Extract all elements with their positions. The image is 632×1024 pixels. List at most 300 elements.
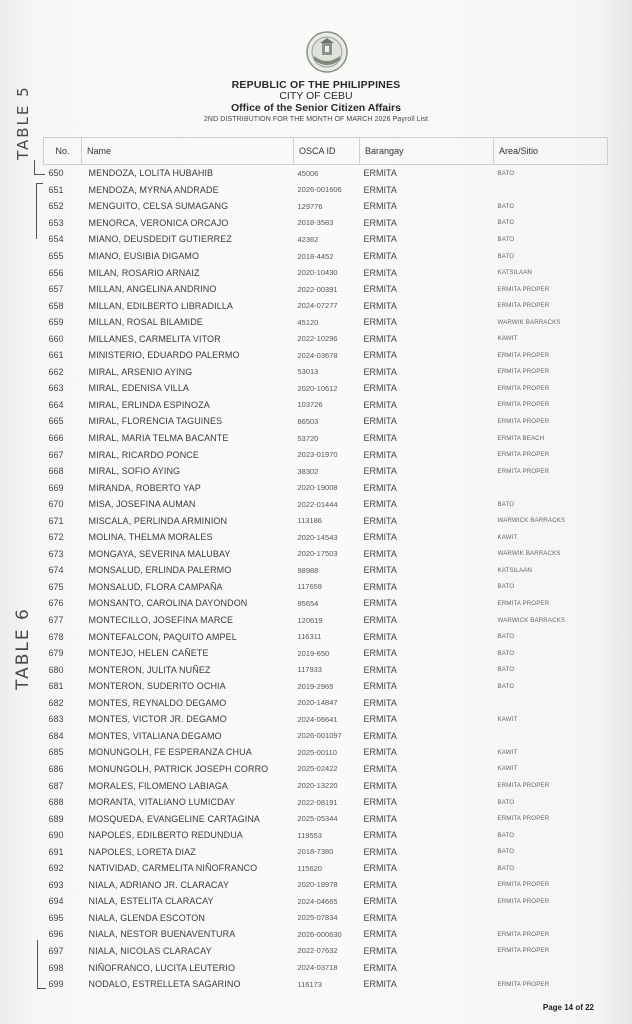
row-number-cell: 650 [48, 168, 64, 179]
senior-name-cell: MIRAL, RICARDO PONCE [88, 449, 200, 460]
barangay-cell: ERMITA [363, 399, 397, 410]
table-row [44, 546, 608, 563]
area-sitio-cell: ERMITA PROPER [497, 417, 550, 425]
area-sitio-cell: ERMITA PROPER [497, 368, 550, 376]
table-row [44, 959, 608, 976]
area-sitio-cell: BATO [497, 219, 515, 227]
table-row [44, 711, 608, 728]
table-row [44, 364, 608, 381]
table-row [44, 579, 608, 596]
senior-name-cell: MILLAN, ANGELINA ANDRINO [88, 284, 217, 295]
senior-name-cell: MONSANTO, CAROLINA DAYONDON [88, 598, 248, 609]
area-sitio-cell: KAWIT [497, 533, 518, 541]
area-sitio-cell: BATO [497, 169, 515, 177]
barangay-cell: ERMITA [363, 912, 397, 923]
osca-id-cell: 2024-03678 [297, 350, 338, 360]
table-row [44, 728, 608, 745]
row-number-cell: 690 [48, 830, 64, 841]
row-number-cell: 654 [48, 234, 64, 245]
table-row [44, 479, 608, 496]
barangay-cell: ERMITA [363, 747, 397, 758]
senior-name-cell: MISA, JOSEFINA AUMAN [88, 499, 196, 510]
table-row [44, 347, 608, 364]
barangay-cell: ERMITA [363, 333, 397, 344]
handwritten-table-6: TABLE 6 [13, 607, 33, 690]
row-number-cell: 668 [48, 466, 64, 477]
osca-id-cell: 2024-03718 [297, 963, 338, 973]
row-number-cell: 659 [48, 317, 64, 328]
table-row [44, 695, 608, 712]
table-row [44, 182, 608, 199]
row-number-cell: 675 [48, 581, 64, 592]
table-row [44, 976, 608, 993]
senior-name-cell: MIRAL, EDENISA VILLA [88, 383, 190, 394]
table-row [44, 165, 608, 182]
barangay-cell: ERMITA [363, 433, 397, 444]
table-row [44, 264, 608, 281]
senior-name-cell: MENGUITO, CELSA SUMAGANG [88, 201, 229, 212]
barangay-cell: ERMITA [363, 929, 397, 940]
barangay-cell: ERMITA [363, 664, 397, 675]
payroll-table [43, 137, 608, 992]
senior-name-cell: NAPOLES, LORETA DIAZ [88, 846, 196, 857]
barangay-cell: ERMITA [363, 548, 397, 559]
row-number-cell: 674 [48, 565, 64, 576]
senior-name-cell: MILAN, ROSARIO ARNAIZ [88, 267, 200, 278]
senior-name-cell: MONTERON, SUDERITO OCHIA [88, 681, 226, 692]
senior-name-cell: MONTES, VITALIANA DEGAMO [88, 730, 222, 741]
barangay-cell: ERMITA [363, 945, 397, 956]
area-sitio-cell: BATO [497, 500, 515, 508]
area-sitio-cell: KATSILAAN [497, 269, 532, 277]
osca-id-cell: 2026-000630 [297, 929, 342, 939]
barangay-cell: ERMITA [363, 466, 397, 477]
barangay-cell: ERMITA [363, 565, 397, 576]
osca-id-cell: 53720 [297, 433, 319, 443]
area-sitio-cell: ERMITA PROPER [497, 815, 550, 823]
table-row [44, 612, 608, 629]
osca-id-cell: 2022-10296 [297, 334, 338, 344]
table-body [44, 165, 608, 993]
osca-id-cell: 95654 [297, 598, 319, 608]
table-row [44, 430, 608, 447]
osca-id-cell: 45006 [297, 168, 319, 178]
barangay-cell: ERMITA [363, 979, 397, 990]
column-header-name: Name [82, 138, 294, 165]
row-number-cell: 692 [48, 863, 64, 874]
row-number-cell: 663 [48, 383, 64, 394]
osca-id-cell: 2020-17503 [297, 549, 338, 559]
osca-id-cell: 2020-14847 [297, 698, 338, 708]
osca-id-cell: 2022-07632 [297, 946, 338, 956]
osca-id-cell: 116311 [297, 632, 322, 642]
barangay-cell: ERMITA [363, 515, 397, 526]
header-city: CITY OF CEBU [279, 90, 353, 102]
osca-id-cell: 2019-2965 [297, 681, 334, 691]
area-sitio-cell: ERMITA PROPER [497, 980, 550, 988]
row-number-cell: 680 [48, 664, 64, 675]
senior-name-cell: MILLANES, CARMELITA VITOR [88, 333, 221, 344]
table-row [44, 231, 608, 248]
osca-id-cell: 113186 [297, 516, 322, 526]
senior-name-cell: NIÑOFRANCO, LUCITA LEUTERIO [88, 962, 236, 973]
area-sitio-cell: BATO [497, 666, 515, 674]
osca-id-cell: 119553 [297, 830, 322, 840]
table-row [44, 761, 608, 778]
osca-id-cell: 2022-08191 [297, 797, 338, 807]
table-row [44, 314, 608, 331]
area-sitio-cell: ERMITA PROPER [497, 401, 550, 409]
table-row [44, 827, 608, 844]
table-row [44, 893, 608, 910]
table-row [44, 198, 608, 215]
table-row [44, 595, 608, 612]
row-number-cell: 656 [48, 267, 64, 278]
area-sitio-cell: BATO [497, 798, 515, 806]
row-number-cell: 658 [48, 300, 64, 311]
area-sitio-cell [494, 728, 608, 745]
barangay-cell: ERMITA [363, 201, 397, 212]
row-number-cell: 685 [48, 747, 64, 758]
area-sitio-cell: ERMITA PROPER [497, 881, 550, 889]
area-sitio-cell: KAWIT [497, 765, 518, 773]
area-sitio-cell: ERMITA PROPER [497, 467, 550, 475]
osca-id-cell: 2020-18978 [297, 880, 338, 890]
table-row [44, 397, 608, 414]
osca-id-cell: 2018-7380 [297, 847, 334, 857]
row-number-cell: 693 [48, 879, 64, 890]
table-row [44, 661, 608, 678]
table-row [44, 380, 608, 397]
senior-name-cell: MIANO, DEUSDEDIT GUTIERREZ [88, 234, 232, 245]
row-number-cell: 698 [48, 962, 64, 973]
barangay-cell: ERMITA [363, 962, 397, 973]
table-row [44, 810, 608, 827]
osca-id-cell: 38302 [297, 466, 319, 476]
barangay-cell: ERMITA [363, 251, 397, 261]
table-row [44, 248, 608, 265]
row-number-cell: 689 [48, 813, 64, 824]
senior-name-cell: MILLAN, EDILBERTO LIBRADILLA [88, 300, 234, 311]
row-number-cell: 684 [48, 730, 64, 741]
row-number-cell: 695 [48, 912, 64, 923]
osca-id-cell: 2025-02422 [297, 764, 338, 774]
area-sitio-cell: BATO [497, 583, 515, 591]
barangay-cell: ERMITA [363, 499, 397, 510]
osca-id-cell: 2020-10430 [297, 268, 338, 278]
row-number-cell: 669 [48, 482, 64, 493]
column-header-no: No. [44, 138, 82, 165]
osca-id-cell: 2024-07277 [297, 301, 338, 311]
table-row [44, 943, 608, 960]
area-sitio-cell: BATO [497, 633, 515, 641]
table-row [44, 297, 608, 314]
osca-id-cell: 2024-06641 [297, 714, 338, 724]
row-number-cell: 679 [48, 648, 64, 659]
senior-name-cell: MENORCA, VERONICA ORCAJO [88, 217, 229, 228]
area-sitio-cell [494, 479, 608, 496]
osca-id-cell: 2025-00110 [297, 747, 337, 757]
senior-name-cell: MORANTA, VITALIANO LUMICDAY [88, 797, 236, 808]
row-number-cell: 673 [48, 548, 64, 559]
osca-id-cell: 129776 [297, 201, 323, 211]
barangay-cell: ERMITA [363, 300, 397, 311]
table-row [44, 512, 608, 529]
column-header-osca-id: OSCA ID [294, 138, 360, 165]
table-row [44, 496, 608, 513]
handwritten-bracket [36, 183, 43, 239]
row-number-cell: 666 [48, 433, 64, 444]
area-sitio-cell: ERMITA PROPER [497, 897, 550, 905]
row-number-cell: 677 [48, 615, 64, 626]
senior-name-cell: MILLAN, ROSAL BILAMIDE [88, 317, 203, 328]
barangay-cell: ERMITA [363, 482, 397, 493]
handwritten-table-5: TABLE 5 [14, 85, 32, 160]
barangay-cell: ERMITA [363, 532, 397, 543]
area-sitio-cell: KATSILAAN [497, 566, 532, 574]
senior-name-cell: NIALA, ESTELITA CLARACAY [88, 896, 214, 907]
area-sitio-cell: BATO [497, 202, 515, 210]
row-number-cell: 683 [48, 714, 64, 725]
osca-id-cell: 2022-00391 [297, 284, 338, 294]
senior-name-cell: MONSALUD, ERLINDA PALERMO [88, 565, 232, 576]
barangay-cell: ERMITA [363, 168, 397, 179]
area-sitio-cell: WARWICK BARRACKS [497, 517, 566, 525]
barangay-cell: ERMITA [363, 383, 397, 394]
senior-name-cell: MIANO, EUSIBIA DIGAMO [88, 251, 200, 261]
row-number-cell: 686 [48, 763, 64, 774]
osca-id-cell: 2026-001606 [297, 185, 342, 195]
osca-id-cell: 45120 [297, 317, 319, 327]
osca-id-cell: 2018-4452 [297, 251, 334, 261]
area-sitio-cell: ERMITA PROPER [497, 782, 550, 789]
row-number-cell: 652 [48, 201, 64, 212]
row-number-cell: 670 [48, 499, 64, 510]
area-sitio-cell: WARWICK BARRACKS [497, 616, 566, 624]
senior-name-cell: NIALA, NESTOR BUENAVENTURA [88, 929, 236, 940]
table-row [44, 777, 608, 794]
senior-name-cell: NODALO, ESTRELLETA SAGARINO [88, 979, 241, 990]
row-number-cell: 676 [48, 598, 64, 609]
barangay-cell: ERMITA [363, 896, 397, 907]
row-number-cell: 687 [48, 780, 64, 791]
barangay-cell: ERMITA [363, 697, 397, 708]
row-number-cell: 653 [48, 217, 64, 228]
area-sitio-cell [494, 959, 608, 976]
area-sitio-cell: KAWIT [497, 335, 518, 343]
senior-name-cell: MONTECILLO, JOSEFINA MARCE [88, 615, 234, 626]
senior-name-cell: MONUNGOLH, PATRICK JOSEPH CORRO [88, 763, 269, 774]
senior-name-cell: NAPOLES, EDILBERTO REDUNDUA [88, 830, 243, 841]
osca-id-cell: 2025-05344 [297, 814, 338, 824]
area-sitio-cell: ERMITA PROPER [497, 351, 550, 359]
senior-name-cell: MIRAL, ERLINDA ESPINOZA [88, 399, 210, 410]
osca-id-cell: 2022-01444 [297, 499, 338, 509]
senior-name-cell: MORALES, FILOMENO LABIAGA [88, 780, 229, 791]
osca-id-cell: 2024-04665 [297, 896, 338, 906]
header-office: Office of the Senior Citizen Affairs [231, 102, 401, 114]
barangay-cell: ERMITA [363, 763, 397, 774]
senior-name-cell: NATIVIDAD, CARMELITA NIÑOFRANCO [88, 863, 258, 874]
table-row [44, 877, 608, 894]
senior-name-cell: MONTERON, JULITA NUÑEZ [88, 664, 211, 675]
row-number-cell: 688 [48, 797, 64, 808]
barangay-cell: ERMITA [363, 797, 397, 808]
barangay-cell: ERMITA [363, 581, 397, 592]
barangay-cell: ERMITA [363, 317, 397, 328]
barangay-cell: ERMITA [363, 366, 397, 377]
barangay-cell: ERMITA [363, 648, 397, 659]
row-number-cell: 696 [48, 929, 64, 940]
osca-id-cell: 117659 [297, 582, 322, 592]
barangay-cell: ERMITA [363, 846, 397, 857]
row-number-cell: 699 [48, 979, 64, 990]
barangay-cell: ERMITA [363, 730, 397, 741]
osca-id-cell: 2018-3583 [297, 218, 334, 228]
senior-name-cell: NIALA, NICOLAS CLARACAY [88, 945, 212, 956]
barangay-cell: ERMITA [363, 780, 397, 791]
barangay-cell: ERMITA [363, 863, 397, 874]
senior-name-cell: MONSALUD, FLORA CAMPAÑA [88, 581, 223, 592]
table-row [44, 926, 608, 943]
osca-id-cell: 103726 [297, 400, 323, 410]
row-number-cell: 665 [48, 416, 64, 427]
row-number-cell: 681 [48, 681, 64, 692]
row-number-cell: 697 [48, 945, 64, 956]
barangay-cell: ERMITA [363, 416, 397, 427]
header-distribution: 2ND DISTRIBUTION FOR THE MONTH OF MARCH 2026 Payroll List [203, 116, 429, 123]
senior-name-cell: MONGAYA, SEVERINA MALUBAY [88, 548, 231, 559]
area-sitio-cell: ERMITA PROPER [497, 302, 550, 310]
osca-id-cell: 115620 [297, 863, 322, 873]
table-row [44, 215, 608, 232]
row-number-cell: 655 [48, 251, 64, 261]
row-number-cell: 682 [48, 697, 64, 708]
osca-id-cell: 2020-19008 [297, 483, 338, 493]
barangay-cell: ERMITA [363, 615, 397, 626]
osca-id-cell: 98988 [297, 565, 319, 575]
area-sitio-cell: ERMITA PROPER [497, 930, 550, 938]
area-sitio-cell: WARWIK BARRACKS [497, 550, 561, 558]
table-row [44, 628, 608, 645]
table-row [44, 562, 608, 579]
barangay-cell: ERMITA [363, 217, 397, 228]
area-sitio-cell: ERMITA PROPER [497, 599, 550, 607]
table-row [44, 529, 608, 546]
senior-name-cell: MINISTERIO, EDUARDO PALERMO [88, 350, 240, 361]
osca-id-cell: 42362 [297, 234, 319, 244]
row-number-cell: 662 [48, 366, 64, 377]
column-header-area-sitio: Area/Sitio [494, 138, 608, 165]
senior-name-cell: MIRANDA, ROBERTO YAP [88, 482, 201, 493]
barangay-cell: ERMITA [363, 681, 397, 692]
area-sitio-cell: BATO [497, 864, 515, 872]
osca-id-cell: 2023-01970 [297, 450, 338, 460]
barangay-cell: ERMITA [363, 449, 397, 460]
area-sitio-cell: BATO [497, 682, 515, 690]
area-sitio-cell: BATO [497, 848, 515, 856]
barangay-cell: ERMITA [363, 267, 397, 278]
barangay-cell: ERMITA [363, 234, 397, 245]
row-number-cell: 651 [48, 184, 64, 195]
area-sitio-cell [494, 182, 608, 199]
area-sitio-cell: BATO [497, 252, 515, 260]
area-sitio-cell: ERMITA PROPER [497, 451, 550, 459]
row-number-cell: 667 [48, 449, 64, 460]
table-row [44, 463, 608, 480]
table-row [44, 413, 608, 430]
senior-name-cell: NIALA, ADRIANO JR. CLARACAY [88, 879, 230, 890]
senior-name-cell: MOLINA, THELMA MORALES [88, 532, 213, 543]
senior-name-cell: MONTEJO, HELEN CAÑETE [88, 648, 209, 659]
row-number-cell: 672 [48, 532, 64, 543]
senior-name-cell: MONTES, VICTOR JR. DEGAMO [88, 714, 227, 725]
table-row [44, 910, 608, 927]
column-header-barangay: Barangay [360, 138, 494, 165]
area-sitio-cell [494, 910, 608, 927]
senior-name-cell: MONUNGOLH, FE ESPERANZA CHUA [88, 747, 252, 758]
senior-name-cell: MONTES, REYNALDO DEGAMO [88, 697, 227, 708]
row-number-cell: 678 [48, 631, 64, 642]
barangay-cell: ERMITA [363, 830, 397, 841]
senior-name-cell: NIALA, GLENDA ESCOTON [88, 912, 205, 923]
area-sitio-cell [494, 695, 608, 712]
row-number-cell: 664 [48, 399, 64, 410]
area-sitio-cell: KAWIT [497, 748, 518, 756]
row-number-cell: 660 [48, 333, 64, 344]
senior-name-cell: MENDOZA, LOLITA HUBAHIB [88, 168, 214, 179]
barangay-cell: ERMITA [363, 714, 397, 725]
area-sitio-cell: WARWIK BARRACKS [497, 318, 561, 326]
osca-id-cell: 2025-07834 [297, 913, 338, 923]
area-sitio-cell: ERMITA BEACH [497, 434, 545, 442]
area-sitio-cell: BATO [497, 649, 515, 657]
barangay-cell: ERMITA [363, 879, 397, 890]
barangay-cell: ERMITA [363, 631, 397, 642]
osca-id-cell: 116173 [297, 979, 322, 989]
area-sitio-cell: ERMITA PROPER [497, 285, 550, 293]
senior-name-cell: MIRAL, SOFIO AYING [88, 466, 181, 477]
area-sitio-cell: BATO [497, 831, 515, 839]
osca-id-cell: 53013 [297, 367, 319, 377]
row-number-cell: 657 [48, 284, 64, 295]
area-sitio-cell: ERMITA PROPER [497, 384, 550, 392]
osca-id-cell: 2019-650 [297, 648, 330, 658]
table-row [44, 794, 608, 811]
table-row [44, 843, 608, 860]
area-sitio-cell: KAWIT [497, 715, 518, 723]
osca-id-cell: 86503 [297, 416, 319, 426]
table-row [44, 446, 608, 463]
page-number: Page 14 of 22 [542, 1003, 594, 1012]
osca-id-cell: 2020-13220 [297, 781, 338, 790]
row-number-cell: 691 [48, 846, 64, 857]
senior-name-cell: MENDOZA, MYRNA ANDRADE [88, 184, 219, 195]
osca-id-cell: 120619 [297, 615, 323, 625]
barangay-cell: ERMITA [363, 284, 397, 295]
osca-id-cell: 2020-14543 [297, 532, 338, 542]
senior-name-cell: MIRAL, MARIA TELMA BACANTE [88, 433, 229, 444]
osca-id-cell: 117933 [297, 665, 322, 675]
city-seal-icon [305, 30, 349, 74]
table-row [44, 330, 608, 347]
table-row [44, 645, 608, 662]
barangay-cell: ERMITA [363, 813, 397, 824]
table-header-row [44, 138, 608, 165]
header-republic: REPUBLIC OF THE PHILIPPINES [231, 79, 401, 91]
table-row [44, 860, 608, 877]
senior-name-cell: MIRAL, ARSENIO AYING [88, 366, 193, 377]
